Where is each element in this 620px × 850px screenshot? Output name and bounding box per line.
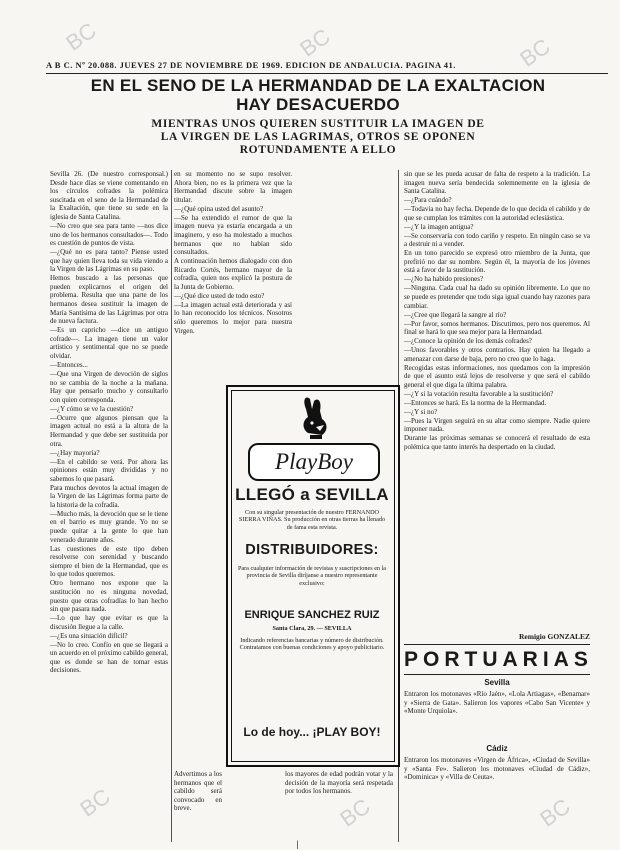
column-rule bbox=[171, 170, 172, 842]
paragraph: —¿Y cómo se ve la cuestión? bbox=[50, 404, 134, 413]
author-signature: Remigio GONZALEZ bbox=[518, 632, 590, 641]
ad-distrib-text: Para cualquier información de revistas y suscripciones en la provincia de Sevilla diríjanse a nuestro representante exclusivo: bbox=[237, 565, 387, 587]
watermark: BC bbox=[535, 793, 575, 832]
ad-conditions: Indicando referencias bancarias y número de distribución. Contratamos con buenas condiciones y apoyo publicitario. bbox=[239, 637, 385, 652]
playboy-badge: PlayBoy bbox=[248, 443, 380, 481]
paragraph: —Por favor, somos hermanos. Discutimos, pero nos queremos. Al final se hará lo que sea mejor para la Hermandad. bbox=[404, 319, 590, 337]
paragraph: —¿Y si no? bbox=[404, 407, 438, 416]
paragraph: —No creo que sea para tanto —nos dice uno de los hermanos consultados—. Todo es cuestión de puntos de vista. bbox=[50, 221, 168, 248]
ad-distrib-title: DISTRIBUIDORES: bbox=[245, 542, 379, 558]
paragraph: Durante las próximas semanas se conocerá el resultado de esta polémica que tanto interés ha despertado en la ciudad. bbox=[404, 434, 590, 452]
paragraph: —¿Y la imagen antigua? bbox=[404, 222, 474, 231]
paragraph: —Unos favorables y otros contrarios. Hay quien ha llegado a amenazar con darse de baja, pero no creo que lo haga. bbox=[404, 346, 590, 363]
section-rule bbox=[404, 674, 590, 675]
port-section-sevilla: Sevilla bbox=[484, 678, 510, 687]
paragraph: en su momento no se supo resolver. Ahora bien, no es la primera vez que la Hermandad discute sobre la imagen titular. bbox=[174, 170, 292, 204]
page-header: A B C. Nº 20.088. JUEVES 27 DE NOVIEMBRE DE 1969. EDICION DE ANDALUCIA. PAGINA 41. bbox=[46, 60, 456, 70]
paragraph: sin que se les pueda acusar de falta de respeto a la tradición. La imagen nueva sería bendecida solemnemente en la iglesia de Santa Catalina. bbox=[404, 170, 590, 196]
paragraph: —Todavía no hay fecha. Depende de lo que decida el cabildo y de que se cumplan los trámites con la autoridad eclesiástica. bbox=[404, 205, 590, 222]
paragraph: —¿Hay mayoría? bbox=[50, 448, 100, 457]
subtitle-line: MIENTRAS UNOS QUIEREN SUSTITUIR LA IMAGEN DE bbox=[151, 118, 485, 130]
paragraph: Advertimos a los hermanos que el cabildo será convocado en breve. bbox=[174, 770, 222, 813]
paragraph: Hemos buscado a las personas que pueden explicarnos el origen del problema. Resulta que una parte de los hermanos desea sustituir la imagen de María Santísima de las Lágrimas por otra de nueva factura. bbox=[50, 274, 168, 326]
paragraph: —¿Y si la votación resulta favorable a la sustitución? bbox=[404, 389, 554, 398]
watermark: BC bbox=[335, 793, 375, 832]
paragraph: —Entonces... bbox=[50, 361, 88, 370]
paragraph: —¿Es una situación difícil? bbox=[50, 631, 128, 640]
ad-intro: Con su singular presentación de nuestro FERNANDO SIERRA VIÑAS. Su producción en otras tierras ha llenado de fama esta revista. bbox=[238, 509, 386, 531]
paragraph: Para muchos devotos la actual imagen de la Virgen de las Lágrimas forma parte de la historia de la cofradía. bbox=[50, 483, 168, 509]
article-title bbox=[52, 76, 584, 114]
paragraph: —¿Qué opina usted del asunto? bbox=[174, 204, 264, 213]
article-column-1 bbox=[50, 170, 168, 842]
bottom-mark-icon: | bbox=[296, 840, 299, 849]
paragraph: los mayores de edad podrán votar y la decisión de la mayoría será respetada por todos los hermanos. bbox=[285, 770, 393, 796]
paragraph: Las cuestiones de este tipo deben resolverse con serenidad y buscando siempre el bien de la Hermandad, que es lo que todos queremos. bbox=[50, 544, 168, 579]
paragraph: —Que una Virgen de devoción de siglos no se cambia de la noche a la mañana. Hay que pensarlo mucho y consultarlo con quien corresponda. bbox=[50, 370, 168, 404]
paragraph: Otro hermano nos expone que la sustitución no es ninguna novedad, puesto que otras cofradías lo han hecho sin que pasara nada. bbox=[50, 579, 168, 614]
paragraph: A continuación hemos dialogado con don Ricardo Cortés, hermano mayor de la cofradía, quien nos explicó la postura de la Junta de Gobierno. bbox=[174, 257, 292, 291]
section-rule bbox=[404, 644, 590, 645]
header-rule bbox=[46, 73, 608, 74]
article-column-3 bbox=[404, 170, 590, 630]
ad-address: Santa Clara, 29. — SEVILLA bbox=[272, 625, 352, 632]
paragraph: —Mucho más, la devoción que se le tiene en el barrio es muy grande. Yo no se puede quitar a la gente lo que han venerado durante años. bbox=[50, 509, 168, 544]
paragraph: Sevilla 26. (De nuestro corresponsal.) Desde hace días se viene comentando en los círculos cofrades la polémica suscitada en el seno de la Hermandad de la Exaltación, que tiene su sede en la iglesia de Santa Catalina. bbox=[50, 170, 168, 221]
subtitle-line: LA VIRGEN DE LAS LAGRIMAS, OTROS SE OPONEN bbox=[160, 131, 476, 143]
paragraph: —¿Qué dice usted de todo esto? bbox=[174, 291, 265, 300]
port-section-cadiz: Cádiz bbox=[486, 744, 508, 753]
paragraph: —Ocurre que algunos piensan que la imagen actual no está a la altura de la Hermandad y que debe ser sustituida por otra. bbox=[50, 413, 168, 448]
ad-company: ENRIQUE SANCHEZ RUIZ bbox=[244, 609, 380, 621]
playboy-advertisement bbox=[226, 385, 400, 767]
paragraph: —Lo que hay que evitar es que la discusión llegue a la calle. bbox=[50, 614, 168, 631]
paragraph: —Ninguna. Cada cual ha dado su opinión libremente. Lo que no se puede es pretender que todo siga igual cuando hay razones para cambiar. bbox=[404, 284, 590, 310]
paragraph: En un tono parecido se expresó otro miembro de la Junta, que prefirió no dar su nombre. Según él, la mayoría de los jóvenes está a favor de la sustitución. bbox=[404, 249, 590, 275]
paragraph: —¿Cree que llegará la sangre al río? bbox=[404, 310, 507, 319]
watermark: BC bbox=[61, 17, 101, 56]
port-text-cadiz: Entraron los motonaves «Virgen de África», «Ciudad de Sevilla» y «Santa Fe». Salieron los motonaves «Ciudad de Cádiz», «Dominica» y «Villa de Ceuta». bbox=[404, 756, 590, 782]
article-column-2-bottom-right bbox=[285, 770, 393, 840]
paragraph: —¿No ha habido presiones? bbox=[404, 275, 484, 284]
ad-footer: Lo de hoy... ¡PLAY BOY! bbox=[243, 725, 381, 739]
paragraph: —¿Qué no es para tanto? Piense usted que hay quien lleva toda su vida viendo a la Virgen de las Lágrimas en su paso. bbox=[50, 248, 168, 274]
port-text-sevilla: Entraron los motonaves «Río Jaén», «Lola Artiagas», «Benamar» y «Sierra de Gata». Salieron los vapores «Cabo San Vicente» y «Monte Urquiola». bbox=[404, 690, 590, 716]
title-line: HAY DESACUERDO bbox=[236, 95, 400, 114]
subtitle-line: ROTUNDAMENTE A ELLO bbox=[239, 144, 397, 156]
paragraph: Recogidas estas informaciones, nos quedamos con la impresión de que el asunto está lejos de resolverse y que será el cabildo general el que diga la última palabra. bbox=[404, 363, 590, 389]
article-column-2-bottom-left bbox=[174, 770, 222, 840]
portuarias-title: PORTUARIAS bbox=[404, 648, 593, 671]
paragraph: —Pues la Virgen seguirá en su altar como siempre. Nadie quiere imponer nada. bbox=[404, 416, 590, 434]
paragraph: —En el cabildo se verá. Por ahora las opiniones están muy divididas y no sabemos lo que pasará. bbox=[50, 457, 168, 483]
paragraph: —La imagen actual está deteriorada y así lo han reconocido los técnicos. Nosotros sólo queremos lo mejor para nuestra Virgen. bbox=[174, 300, 292, 335]
paragraph: —¿Para cuándo? bbox=[404, 196, 452, 205]
paragraph: —¿Conoce la opinión de los demás cofrades? bbox=[404, 337, 532, 346]
article-subtitle bbox=[52, 118, 584, 157]
bunny-logo-icon bbox=[292, 395, 338, 445]
watermark: BC bbox=[295, 23, 335, 62]
paragraph: —No lo creo. Confío en que se llegará a un acuerdo en el próximo cabildo general, que es donde se han de tomar estas decisiones. bbox=[50, 640, 168, 675]
ad-headline: LLEGÓ a SEVILLA bbox=[235, 485, 389, 504]
title-line: EN EL SENO DE LA HERMANDAD DE LA EXALTACION bbox=[90, 76, 546, 95]
paragraph: —Es un capricho —dice un antiguo cofrade—. La imagen tiene un valor artístico y sentimental que no se puede olvidar. bbox=[50, 326, 168, 361]
watermark: BC bbox=[515, 33, 555, 72]
watermark: BC bbox=[75, 783, 115, 822]
paragraph: —Se ha extendido el rumor de que la imagen nueva ya estaría encargada a un imaginero, y eso ha molestado a muchos hermanos que no habían sido consultados. bbox=[174, 213, 292, 257]
paragraph: —Se conservaría con todo cariño y respeto. En ningún caso se va a destruir ni a vender. bbox=[404, 231, 590, 249]
paragraph: —Entonces se hará. Es la norma de la Hermandad. bbox=[404, 398, 547, 407]
article-column-2 bbox=[174, 170, 292, 378]
